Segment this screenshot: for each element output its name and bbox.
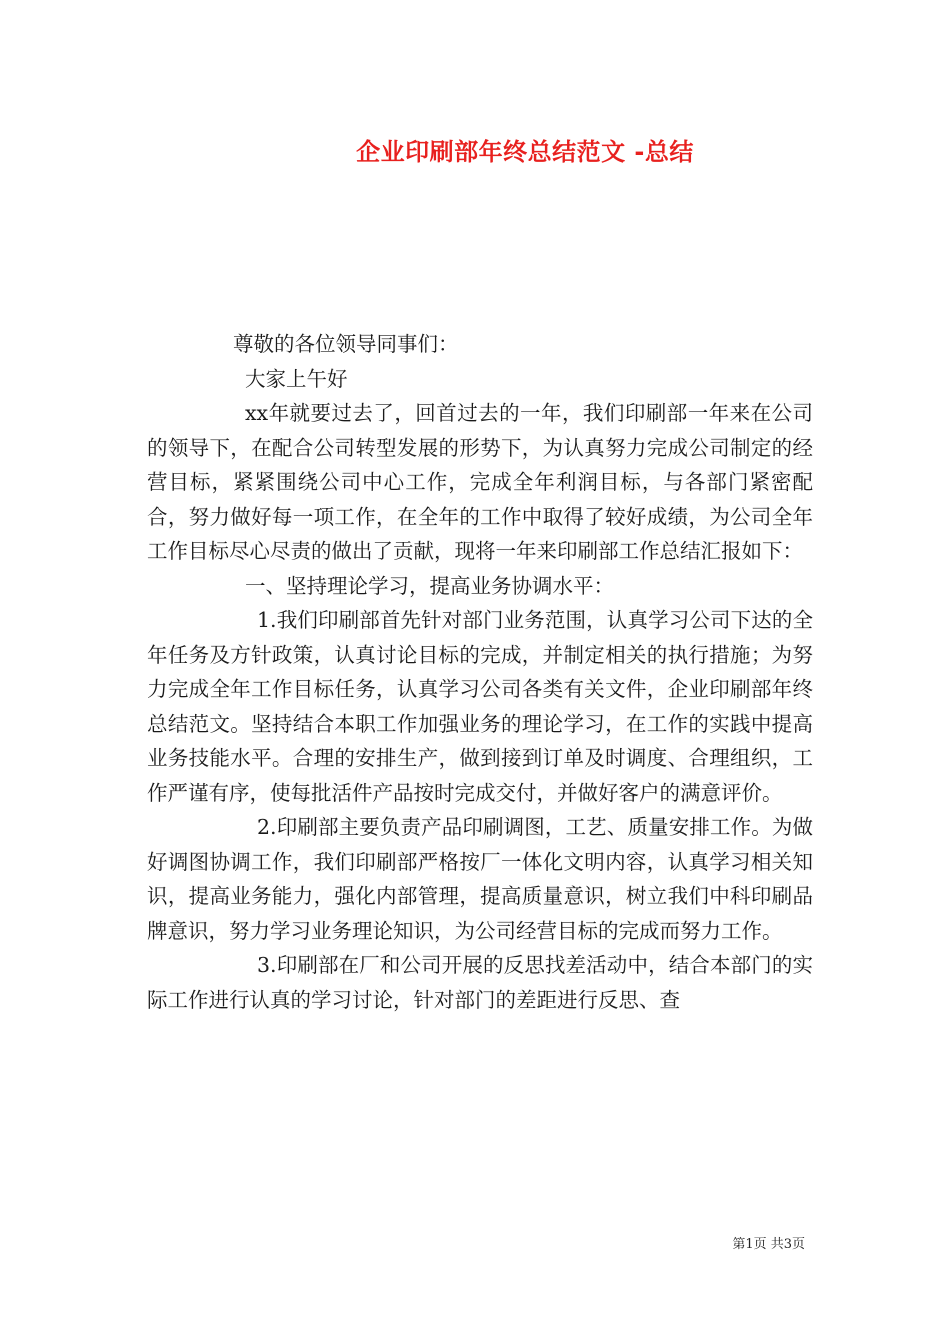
- document-title: 企业印刷部年终总结范文 -总结: [356, 138, 694, 166]
- item-2-paragraph: 2.印刷部主要负责产品印刷调图，工艺、质量安排工作。为做好调图协调工作，我们印刷部严格按厂一体化文明内容，认真学习相关知识，提高业务能力，强化内部管理，提高质量意识，树立我们中科印刷品牌意识，努力学习业务理论知识，为公司经营目标的完成而努力工作。: [147, 815, 813, 943]
- item-3-paragraph: 3.印刷部在厂和公司开展的反思找差活动中，结合本部门的实际工作进行认真的学习讨论，针对部门的差距进行反思、查: [147, 953, 813, 1012]
- greeting: 尊敬的各位领导同事们：: [233, 332, 459, 356]
- intro-paragraph: xx年就要过去了，回首过去的一年，我们印刷部一年来在公司的领导下，在配合公司转型发展的形势下，为认真努力完成公司制定的经营目标，紧紧围绕公司中心工作，完成全年利润目标，与各部门紧密配合，努力做好每一项工作，在全年的工作中取得了较好成绩，为公司全年工作目标尽心尽责的做出了贡献，现将一年来印刷部工作总结汇报如下：: [147, 401, 813, 563]
- section-heading: 一、坚持理论学习，提高业务协调水平：: [245, 573, 614, 598]
- hello-line: 大家上午好: [245, 366, 348, 391]
- document-body: [147, 327, 813, 1017]
- item-1-paragraph: 1.我们印刷部首先针对部门业务范围，认真学习公司下达的全年任务及方针政策，认真讨论目标的完成，并制定相关的执行措施；为努力完成全年工作目标任务，认真学习公司各类有关文件，企业印刷部年终总结范文。坚持结合本职工作加强业务的理论学习，在工作的实践中提高业务技能水平。合理的安排生产，做到接到订单及时调度、合理组织，工作严谨有序，使每批活件产品按时完成交付，并做好客户的满意评价。: [147, 608, 813, 805]
- page-number: 第1页 共3页: [732, 1237, 805, 1252]
